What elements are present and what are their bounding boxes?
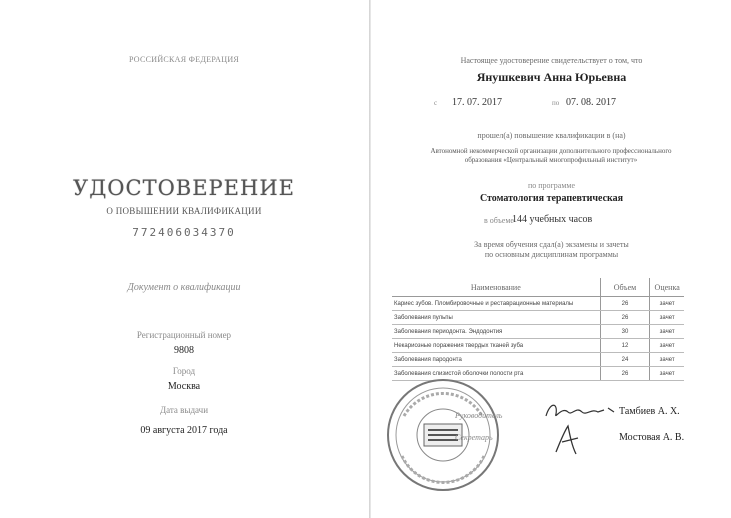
discipline-grade: зачет — [650, 311, 684, 325]
discipline-hours: 26 — [600, 297, 650, 311]
from-label: с — [434, 99, 438, 107]
discipline-name: Заболевания слизистой оболочки полости рта — [392, 367, 600, 381]
discipline-name: Некариозные поражения твердых тканей зуба — [392, 339, 600, 353]
passed-text: прошел(а) повышение квалификации в (на) — [477, 131, 626, 140]
document-type: Документ о квалификации — [127, 282, 241, 293]
discipline-name: Заболевания пульпы — [392, 311, 600, 325]
to-label: по — [552, 99, 560, 107]
header-grade: Оценка — [650, 278, 684, 297]
city-label: Город — [172, 366, 196, 376]
certifies-text: Настоящее удостоверение свидетельствует о том, что — [460, 56, 643, 65]
from-date: 17. 07. 2017 — [452, 97, 502, 108]
hours-label: в объеме — [484, 216, 514, 225]
city-value: Москва — [167, 381, 201, 392]
country-header: РОССИЙСКАЯ ФЕДЕРАЦИЯ — [128, 55, 240, 64]
document-subtitle: О ПОВЫШЕНИИ КВАЛИФИКАЦИИ — [106, 206, 262, 216]
document-title: УДОСТОВЕРЕНИЕ — [73, 176, 295, 200]
discipline-hours: 26 — [600, 311, 650, 325]
reg-number-value: 9808 — [174, 345, 194, 356]
discipline-name: Кариес зубов. Пломбировочные и реставрационные материалы — [392, 297, 600, 311]
discipline-hours: 24 — [600, 353, 650, 367]
header-volume: Объем — [600, 278, 650, 297]
discipline-hours: 30 — [600, 325, 650, 339]
signature-role-secretary: Секретарь — [455, 433, 493, 442]
organization-name: Автономной некоммерческой организации дополнительного профессионального образования «Центральный многопрофильный институт» — [430, 147, 672, 164]
hours-value: 144 учебных часов — [512, 214, 593, 225]
discipline-grade: зачет — [650, 367, 684, 381]
signer-director-name: Тамбиев А. Х. — [619, 406, 680, 417]
header-name: Наименование — [392, 278, 600, 297]
discipline-hours: 12 — [600, 339, 650, 353]
table-row — [392, 297, 684, 311]
table-row — [392, 325, 684, 339]
table-row — [392, 339, 684, 353]
program-name: Стоматология терапевтическая — [479, 193, 624, 204]
signature-role-director: Руководитель — [455, 411, 503, 420]
table-row — [392, 353, 684, 367]
discipline-name: Заболевания пародонта — [392, 353, 600, 367]
discipline-grade: зачет — [650, 339, 684, 353]
to-date: 07. 08. 2017 — [566, 97, 616, 108]
table-header-row — [392, 278, 684, 297]
disciplines-table — [392, 278, 684, 381]
signer-secretary-name: Мостовая А. В. — [619, 432, 685, 443]
exams-text-line2: по основным дисциплинам программы — [484, 250, 619, 259]
discipline-hours: 26 — [600, 367, 650, 381]
discipline-grade: зачет — [650, 297, 684, 311]
issue-date-label: Дата выдачи — [159, 405, 209, 415]
discipline-name: Заболевания периодонта. Эндодонтия — [392, 325, 600, 339]
right-page — [372, 0, 731, 518]
full-name: Янушкевич Анна Юрьевна — [476, 70, 627, 84]
signature-secretary — [550, 422, 590, 458]
table-row — [392, 311, 684, 325]
reg-number-label: Регистрационный номер — [136, 330, 232, 340]
discipline-grade: зачет — [650, 353, 684, 367]
issue-date-value: 09 августа 2017 года — [140, 425, 228, 436]
signature-director — [542, 398, 622, 424]
document-number: 772406034370 — [132, 226, 236, 239]
program-label: по программе — [527, 181, 576, 190]
discipline-grade: зачет — [650, 325, 684, 339]
exams-text-line1: За время обучения сдал(а) экзамены и зачеты — [474, 240, 629, 249]
page-fold — [369, 0, 371, 518]
